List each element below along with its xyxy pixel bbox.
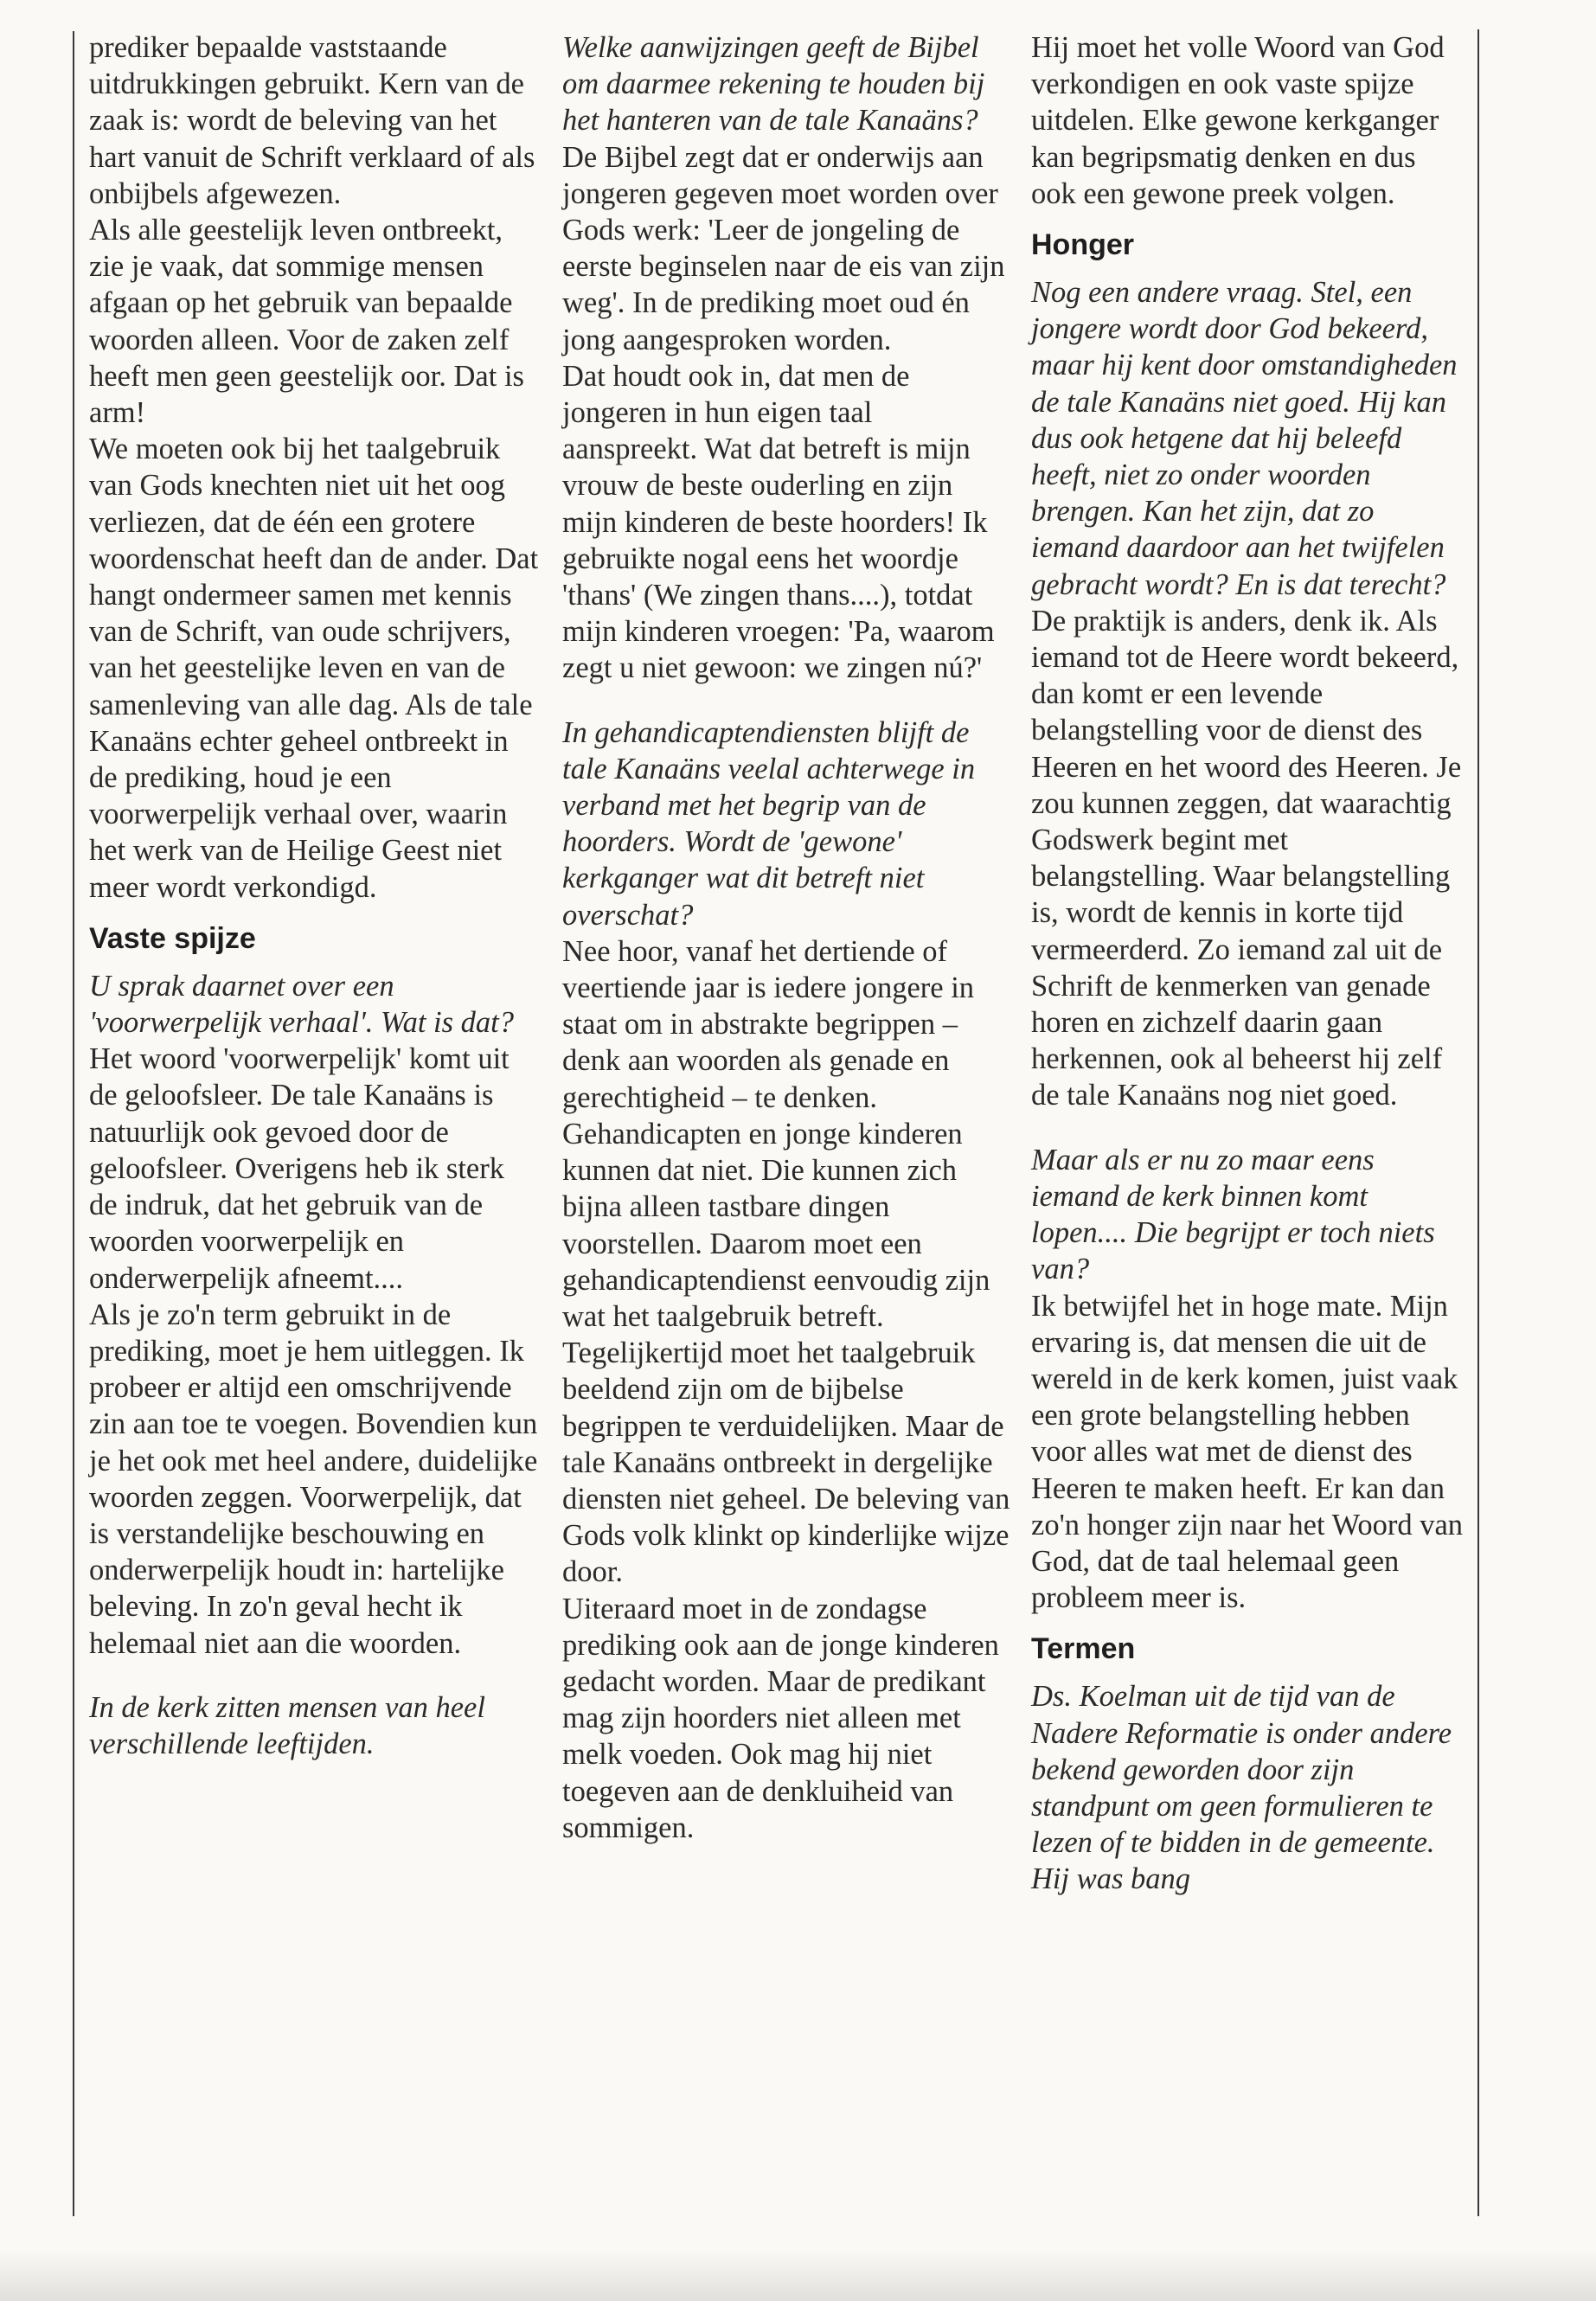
column-3 bbox=[1031, 29, 1464, 1898]
paragraph: De Bijbel zegt dat er onderwijs aan jongeren gegeven moet worden over Gods werk: 'Leer de jongeling de eerste beginselen naar de eis van zijn weg'. In de prediking moet oud én jong aangesproken worden. bbox=[562, 140, 1005, 356]
interview-question: Maar als er nu zo maar eens iemand de kerk binnen komt lopen.... Die begrijpt er toch niets van? bbox=[1031, 1143, 1435, 1286]
paragraph: Nee hoor, vanaf het dertiende of veertiende jaar is iedere jongere in staat om in abstrakte begrippen – denk aan woorden als genade en gerechtigheid – te denken. Gehandicapten en jonge kinderen kunnen dat niet. Die kunnen zich bijna alleen tastbare dingen voorstellen. Daarom moet een gehandicaptendienst eenvoudig zijn wat het taalgebruik betreft. Tegelijkertijd moet het taalgebruik beeldend zijn om de bijbelse begrippen te verduidelijken. Maar de tale Kanaäns ontbreekt in dergelijke diensten niet geheel. De beleving van Gods volk klinkt op kinderlijke wijze door. bbox=[562, 934, 1010, 1589]
column-2 bbox=[562, 29, 1012, 1846]
interview-question: U sprak daarnet over een 'voorwerpelijk verhaal'. Wat is dat? bbox=[89, 969, 515, 1040]
paragraph: Het woord 'voorwerpelijk' komt uit de geloofsleer. De tale Kanaäns is natuurlijk ook gevoed door de geloofsleer. Overigens heb ik sterk de indruk, dat het gebruik van de woorden voorwerpelijk en onderwerpelijk afneemt.... bbox=[89, 1042, 510, 1295]
interview-question: Ds. Koelman uit de tijd van de Nadere Reformatie is onder andere bekend geworden door zijn standpunt om geen formulieren te lezen of te bidden in de gemeente. Hij was bang bbox=[1031, 1680, 1452, 1896]
paragraph: We moeten ook bij het taalgebruik van Gods knechten niet uit het oog verliezen, dat de één een grotere woordenschat heeft dan de ander. Dat hangt ondermeer samen met kennis van de Schrift, van oude schrijvers, van het geestelijke leven en van de samenleving van alle dag. Als de tale Kanaäns echter geheel ontbreekt in de prediking, houd je een voorwerpelijk verhaal over, waarin het werk van de Heilige Geest niet meer wordt verkondigd. bbox=[89, 433, 539, 904]
section-heading-vaste-spijze: Vaste spijze bbox=[89, 921, 256, 955]
paragraph: Als alle geestelijk leven ontbreekt, zie je vaak, dat sommige mensen afgaan op het gebruik van bepaalde woorden alleen. Voor de zaken zelf heeft men geen geestelijk oor. Dat is arm! bbox=[89, 214, 524, 430]
interview-question: In gehandicaptendiensten blijft de tale Kanaäns veelal achterwege in verband met het begrip van de hoorders. Wordt de 'gewone' kerkganger wat dit betreft niet overschat? bbox=[562, 715, 976, 932]
paragraph: Uiteraard moet in de zondagse prediking ook aan de jonge kinderen gedacht worden. Maar de predikant mag zijn hoorders niet alleen met melk voeden. Ook mag hij niet toegeven aan de denkluiheid van sommigen. bbox=[562, 1592, 999, 1844]
column-1 bbox=[89, 29, 539, 1762]
paragraph: Hij moet het volle Woord van God verkondigen en ook vaste spijze uitdelen. Elke gewone kerkganger kan begripsmatig denken en dus ook een gewone preek volgen. bbox=[1031, 31, 1445, 210]
paragraph: Dat houdt ook in, dat men de jongeren in hun eigen taal aanspreekt. Wat dat betreft is mijn vrouw de beste ouderling en zijn mijn kinderen de beste hoorders! Ik gebruikte nogal eens het woordje 'thans' (We zingen thans....), totdat mijn kinderen vroegen: 'Pa, waarom zegt u niet gewoon: we zingen nú?' bbox=[562, 359, 995, 685]
section-heading-termen: Termen bbox=[1031, 1632, 1136, 1666]
paragraph: Als je zo'n term gebruikt in de prediking, moet je hem uitleggen. Ik probeer er altijd een omschrijvende zin aan toe te voegen. Bovendien kun je het ook met heel andere, duidelijke woorden zeggen. Voorwerpelijk, dat is verstandelijke beschouwing en onderwerpelijk houdt in: hartelijke beleving. In zo'n geval hecht ik helemaal niet aan die woorden. bbox=[89, 1298, 538, 1660]
paragraph: prediker bepaalde vaststaande uitdrukkingen gebruikt. Kern van de zaak is: wordt de beleving van het hart vanuit de Schrift verklaard of als onbijbels afgewezen. bbox=[89, 31, 535, 210]
section-heading-honger: Honger bbox=[1031, 228, 1134, 262]
paragraph: Ik betwijfel het in hoge mate. Mijn ervaring is, dat mensen die uit de wereld in de kerk komen, juist vaak een grote belangstelling hebben voor alles wat met de dienst des Heeren te maken heeft. Er kan dan zo'n honger zijn naar het Woord van God, dat de taal helemaal geen probleem meer is. bbox=[1031, 1289, 1464, 1615]
page-edge-shadow bbox=[0, 2249, 1596, 2301]
right-column-rule bbox=[1477, 29, 1479, 2216]
interview-question: In de kerk zitten mensen van heel verschillende leeftijden. bbox=[89, 1690, 485, 1760]
left-column-rule bbox=[73, 31, 74, 2216]
paragraph: De praktijk is anders, denk ik. Als iemand tot de Heere wordt bekeerd, dan komt er een levende belangstelling voor de dienst des Heeren en het woord des Heeren. Je zou kunnen zeggen, dat waarachtig Godswerk begint met belangstelling. Waar belangstelling is, wordt de kennis in korte tijd vermeerderd. Zo iemand zal uit de Schrift de kenmerken van genade horen en zichzelf daarin gaan herkennen, ook al beheerst hij zelf de tale Kanaäns nog niet goed. bbox=[1031, 604, 1462, 1112]
interview-question: Nog een andere vraag. Stel, een jongere wordt door God bekeerd, maar hij kent door omstandigheden de tale Kanaäns niet goed. Hij kan dus ook hetgene dat hij beleefd heeft, niet zo onder woorden brengen. Kan het zijn, dat zo iemand daardoor aan het twijfelen gebracht wordt? En is dat terecht? bbox=[1031, 276, 1458, 601]
interview-question: Welke aanwijzingen geeft de Bijbel om daarmee rekening te houden bij het hanteren van de tale Kanaäns? bbox=[562, 31, 985, 138]
